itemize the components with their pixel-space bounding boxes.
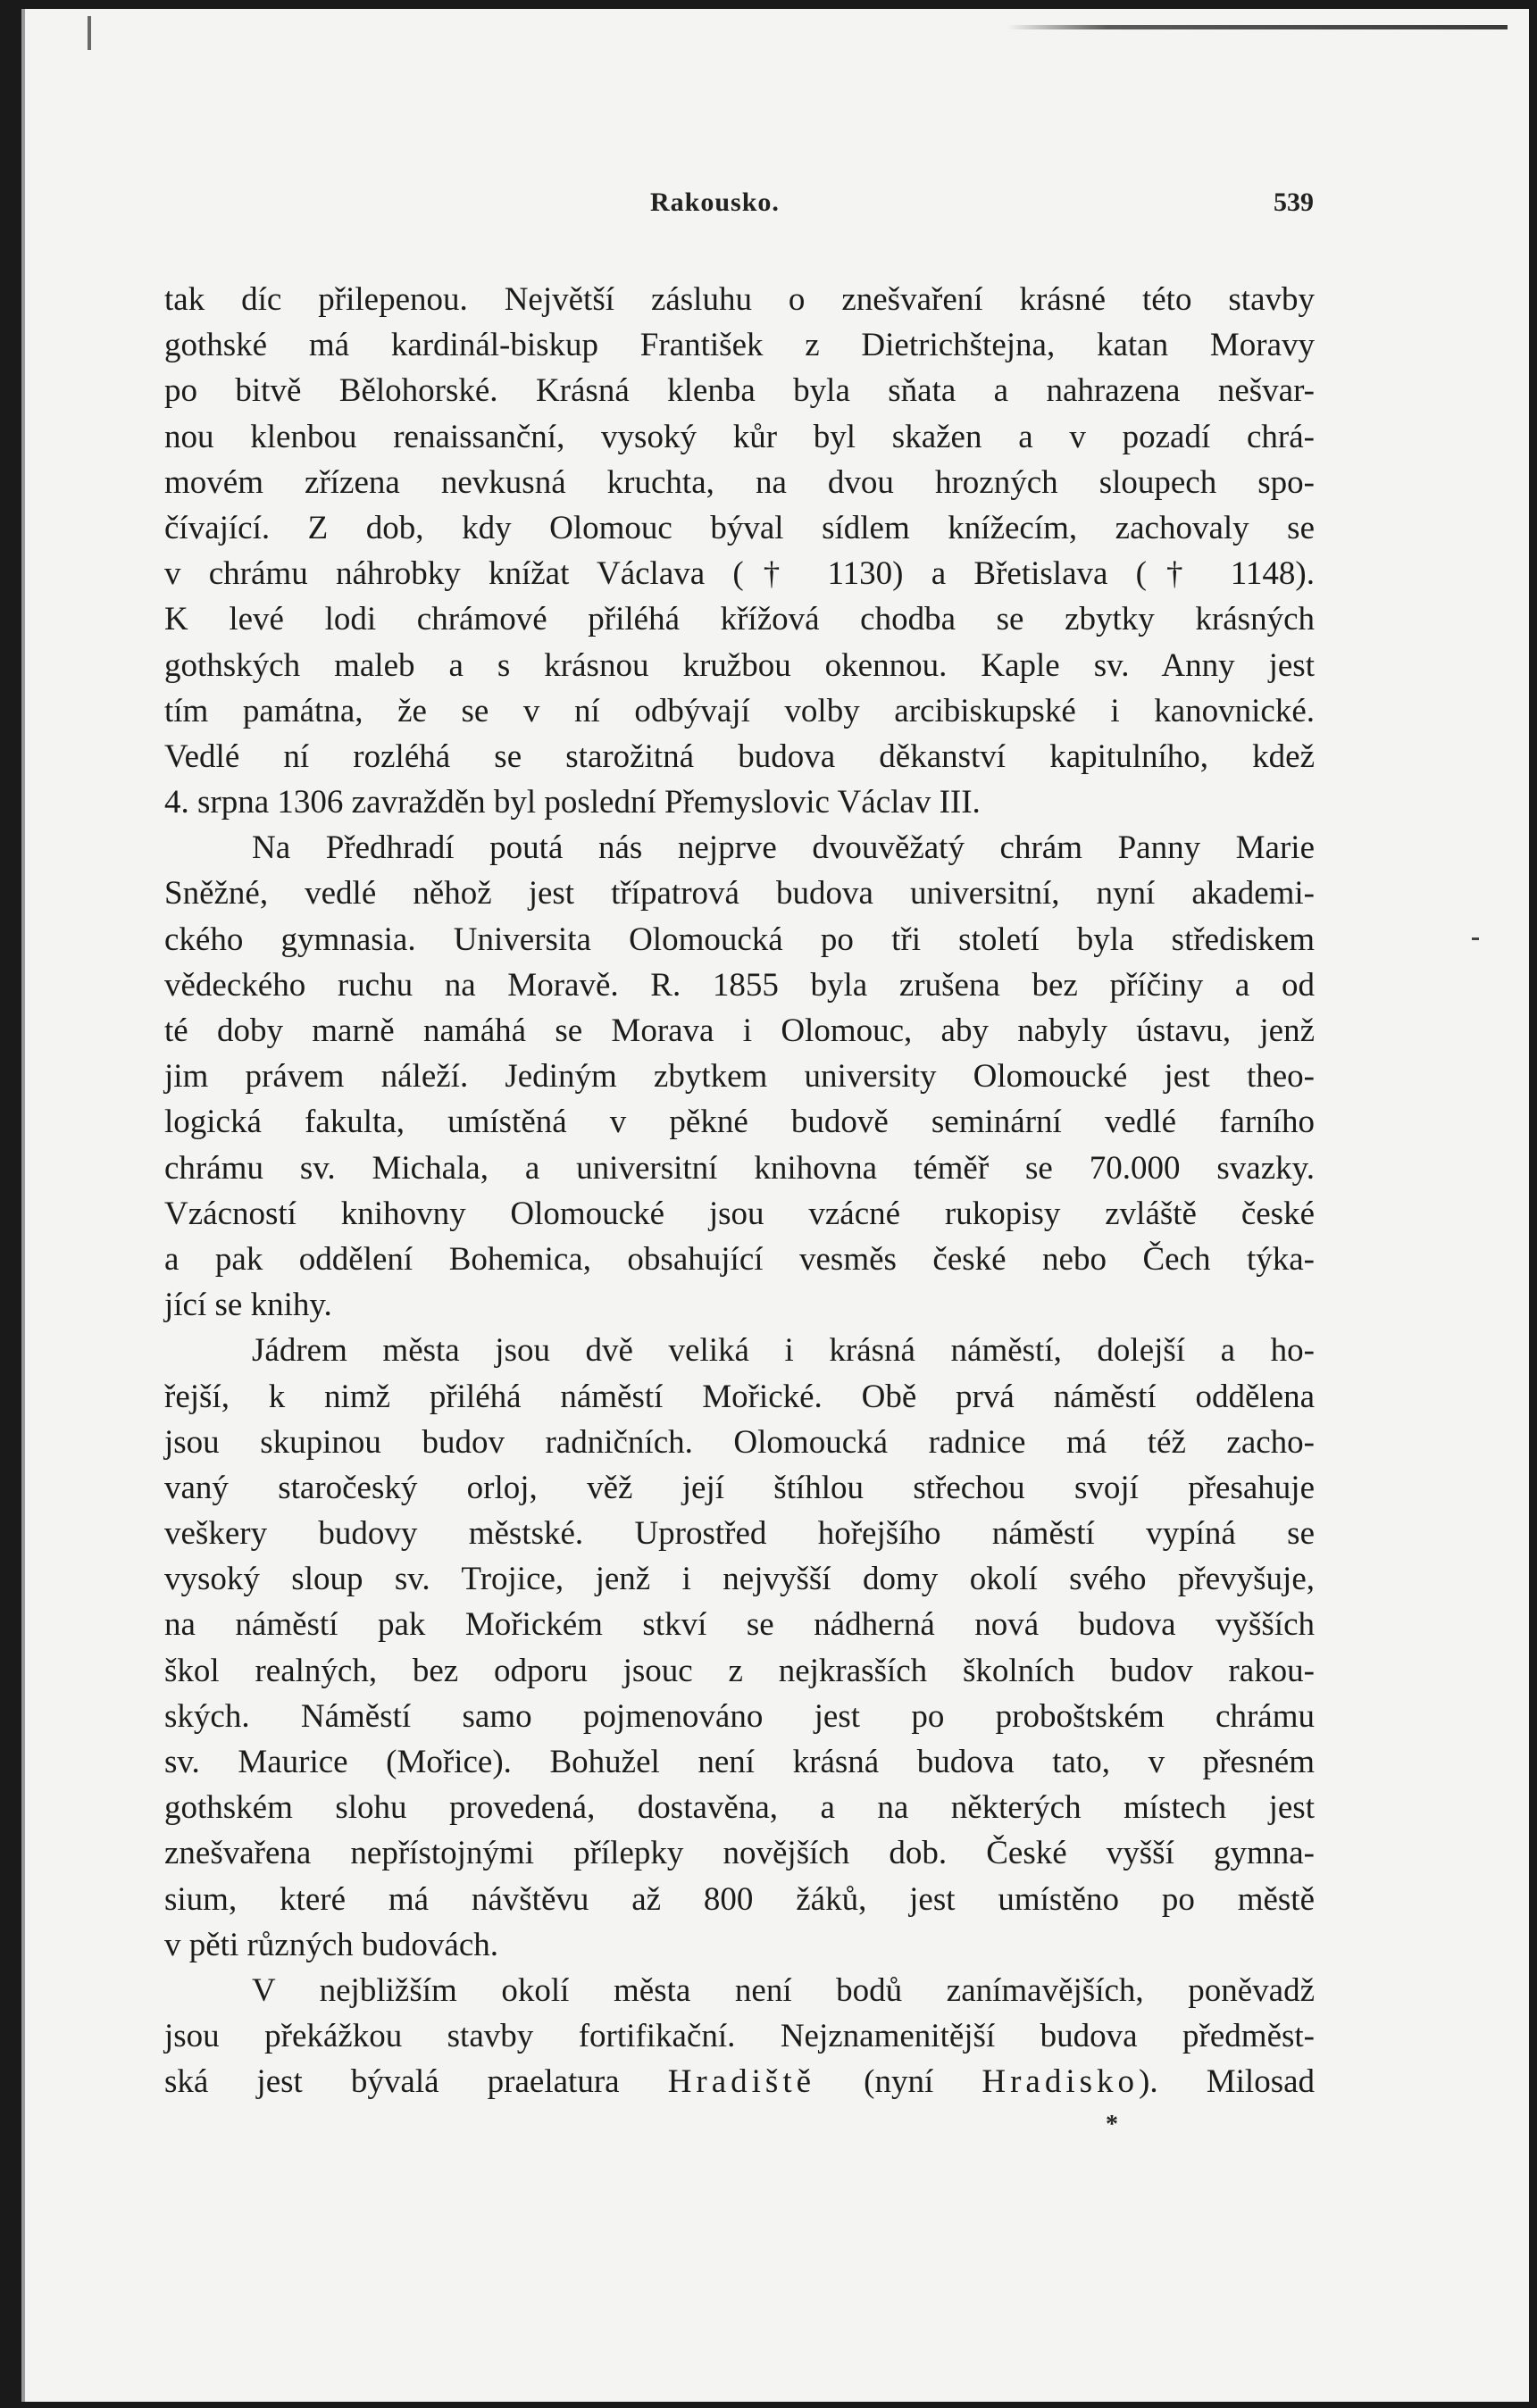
text-line: gothském slohu provedená, dostavěna, a na některých místech jest [164,1789,1315,1827]
text-line: Na Předhradí poutá nás nejprve dvouvěžatý chrám Panny Marie [252,829,1315,867]
paragraph [164,1968,1315,2105]
text-line: movém zřízena nevkusná kruchta, na dvou hrozných sloupech spo- [164,463,1315,501]
paragraph [164,825,1315,1328]
text-line: znešvařena nepřístojnými přílepky novějších dob. České vyšší gymna- [164,1835,1315,1872]
text-line: V nejbližším okolí města není bodů zanímavějších, poněvadž [252,1971,1315,2009]
text-line: sium, které má návštěvu až 800 žáků, jest umístěno po městě [164,1880,1315,1918]
text-line: řejší, k nimž přiléhá náměstí Mořické. Obě prvá náměstí oddělena [164,1378,1315,1415]
text-line: Vedlé ní rozléhá se starožitná budova děkanství kapitulního, kdež [164,737,1315,775]
text-line: veškery budovy městské. Uprostřed hořejšího náměstí vypíná se [164,1515,1315,1553]
text-line: gothských maleb a s krásnou kružbou okennou. Kaple sv. Anny jest [164,646,1315,684]
text-line: Jádrem města jsou dvě veliká i krásná náměstí, dolejší a ho- [252,1332,1315,1370]
text-line: vysoký sloup sv. Trojice, jenž i nejvyšší domy okolí svého převyšuje, [164,1561,1315,1598]
text-line: jící se knihy. [164,1287,332,1324]
running-head-title: Rakousko. [650,187,780,217]
text-line: chrámu sv. Michala, a universitní knihovna téměř se 70.000 svazky. [164,1149,1315,1187]
text-line: nou klenbou renaissanční, vysoký kůr byl skažen a v pozadí chrá- [164,418,1315,455]
text-line: sv. Maurice (Mořice). Bohužel není krásná budova tato, v přesném [164,1744,1315,1780]
paragraph [164,1328,1315,1968]
margin-mark [1472,937,1479,940]
body-text [164,277,1315,2105]
text-line: v pěti různých budovách. [164,1926,498,1963]
text-line: škol realných, bez odporu jsouc z nejkrasších školních budov rakou- [164,1652,1315,1689]
text-line: čívající. Z dob, kdy Olomouc býval sídlem knížecím, zachovaly se [164,509,1315,546]
text-fragment: (nyní [815,2063,982,2101]
text-line: Vzácností knihovny Olomoucké jsou vzácné rukopisy zvláště české [164,1195,1315,1232]
text-fragment: ). Milosad [1139,2063,1316,2101]
text-line: logická fakulta, umístěná v pěkné budově seminární vedlé farního [164,1104,1315,1141]
text-line-final [164,2059,1315,2104]
text-line: vědeckého ruchu na Moravě. R. 1855 byla zrušena bez příčiny a od [164,966,1315,1004]
scan-top-shadow [1007,25,1508,29]
text-line: 4. srpna 1306 zavražděn byl poslední Přemyslovic Václav III. [164,784,981,821]
text-line: ských. Náměstí samo pojmenováno jest po proboštském chrámu [164,1697,1315,1735]
text-line: tím památna, že se v ní odbývají volby arcibiskupské i kanovnické. [164,692,1315,729]
text-line: na náměstí pak Mořickém stkví se nádherná nová budova vyšších [164,1606,1315,1644]
text-line: jsou skupinou budov radničních. Olomoucká radnice má též zacho- [164,1423,1315,1461]
text-line: po bitvě Bělohorské. Krásná klenba byla sňata a nahrazena nešvar- [164,372,1315,410]
signature-mark: * [1106,2111,1118,2138]
text-line: jim právem náleží. Jediným zbytkem university Olomoucké jest theo- [164,1058,1315,1096]
text-fragment: ská jest bývalá praelatura [164,2063,668,2101]
spaced-place-name: Hradisko [982,2063,1140,2101]
text-line: v chrámu náhrobky knížat Václava († 1130) a Břetislava († 1148). [164,555,1315,593]
text-line: vaný staročeský orloj, věž její štíhlou střechou svojí přesahuje [164,1469,1315,1506]
scan-edge-mark [88,16,91,50]
paragraph [164,277,1315,825]
spaced-place-name: Hradiště [667,2063,816,2101]
text-line: jsou překážkou stavby fortifikační. Nejznamenitější budova předměst- [164,2018,1315,2055]
text-line: gothské má kardinál-biskup František z Dietrichštejna, katan Moravy [164,327,1315,364]
text-line: a pak oddělení Bohemica, obsahující vesměs české nebo Čech týka- [164,1240,1315,1278]
book-page [21,9,1529,2402]
text-line: té doby marně namáhá se Morava i Olomouc, aby nabyly ústavu, jenž [164,1012,1315,1049]
text-line: K levé lodi chrámové přiléhá křížová chodba se zbytky krásných [164,601,1315,638]
text-line: tak díc přilepenou. Největší zásluhu o znešvaření krásné této stavby [164,281,1315,318]
text-line: ckého gymnasia. Universita Olomoucká po tři století byla střediskem [164,921,1315,958]
text-line: Sněžné, vedlé něhož jest třípatrová budova universitní, nyní akademi- [164,875,1315,912]
page-number: 539 [1274,187,1314,217]
